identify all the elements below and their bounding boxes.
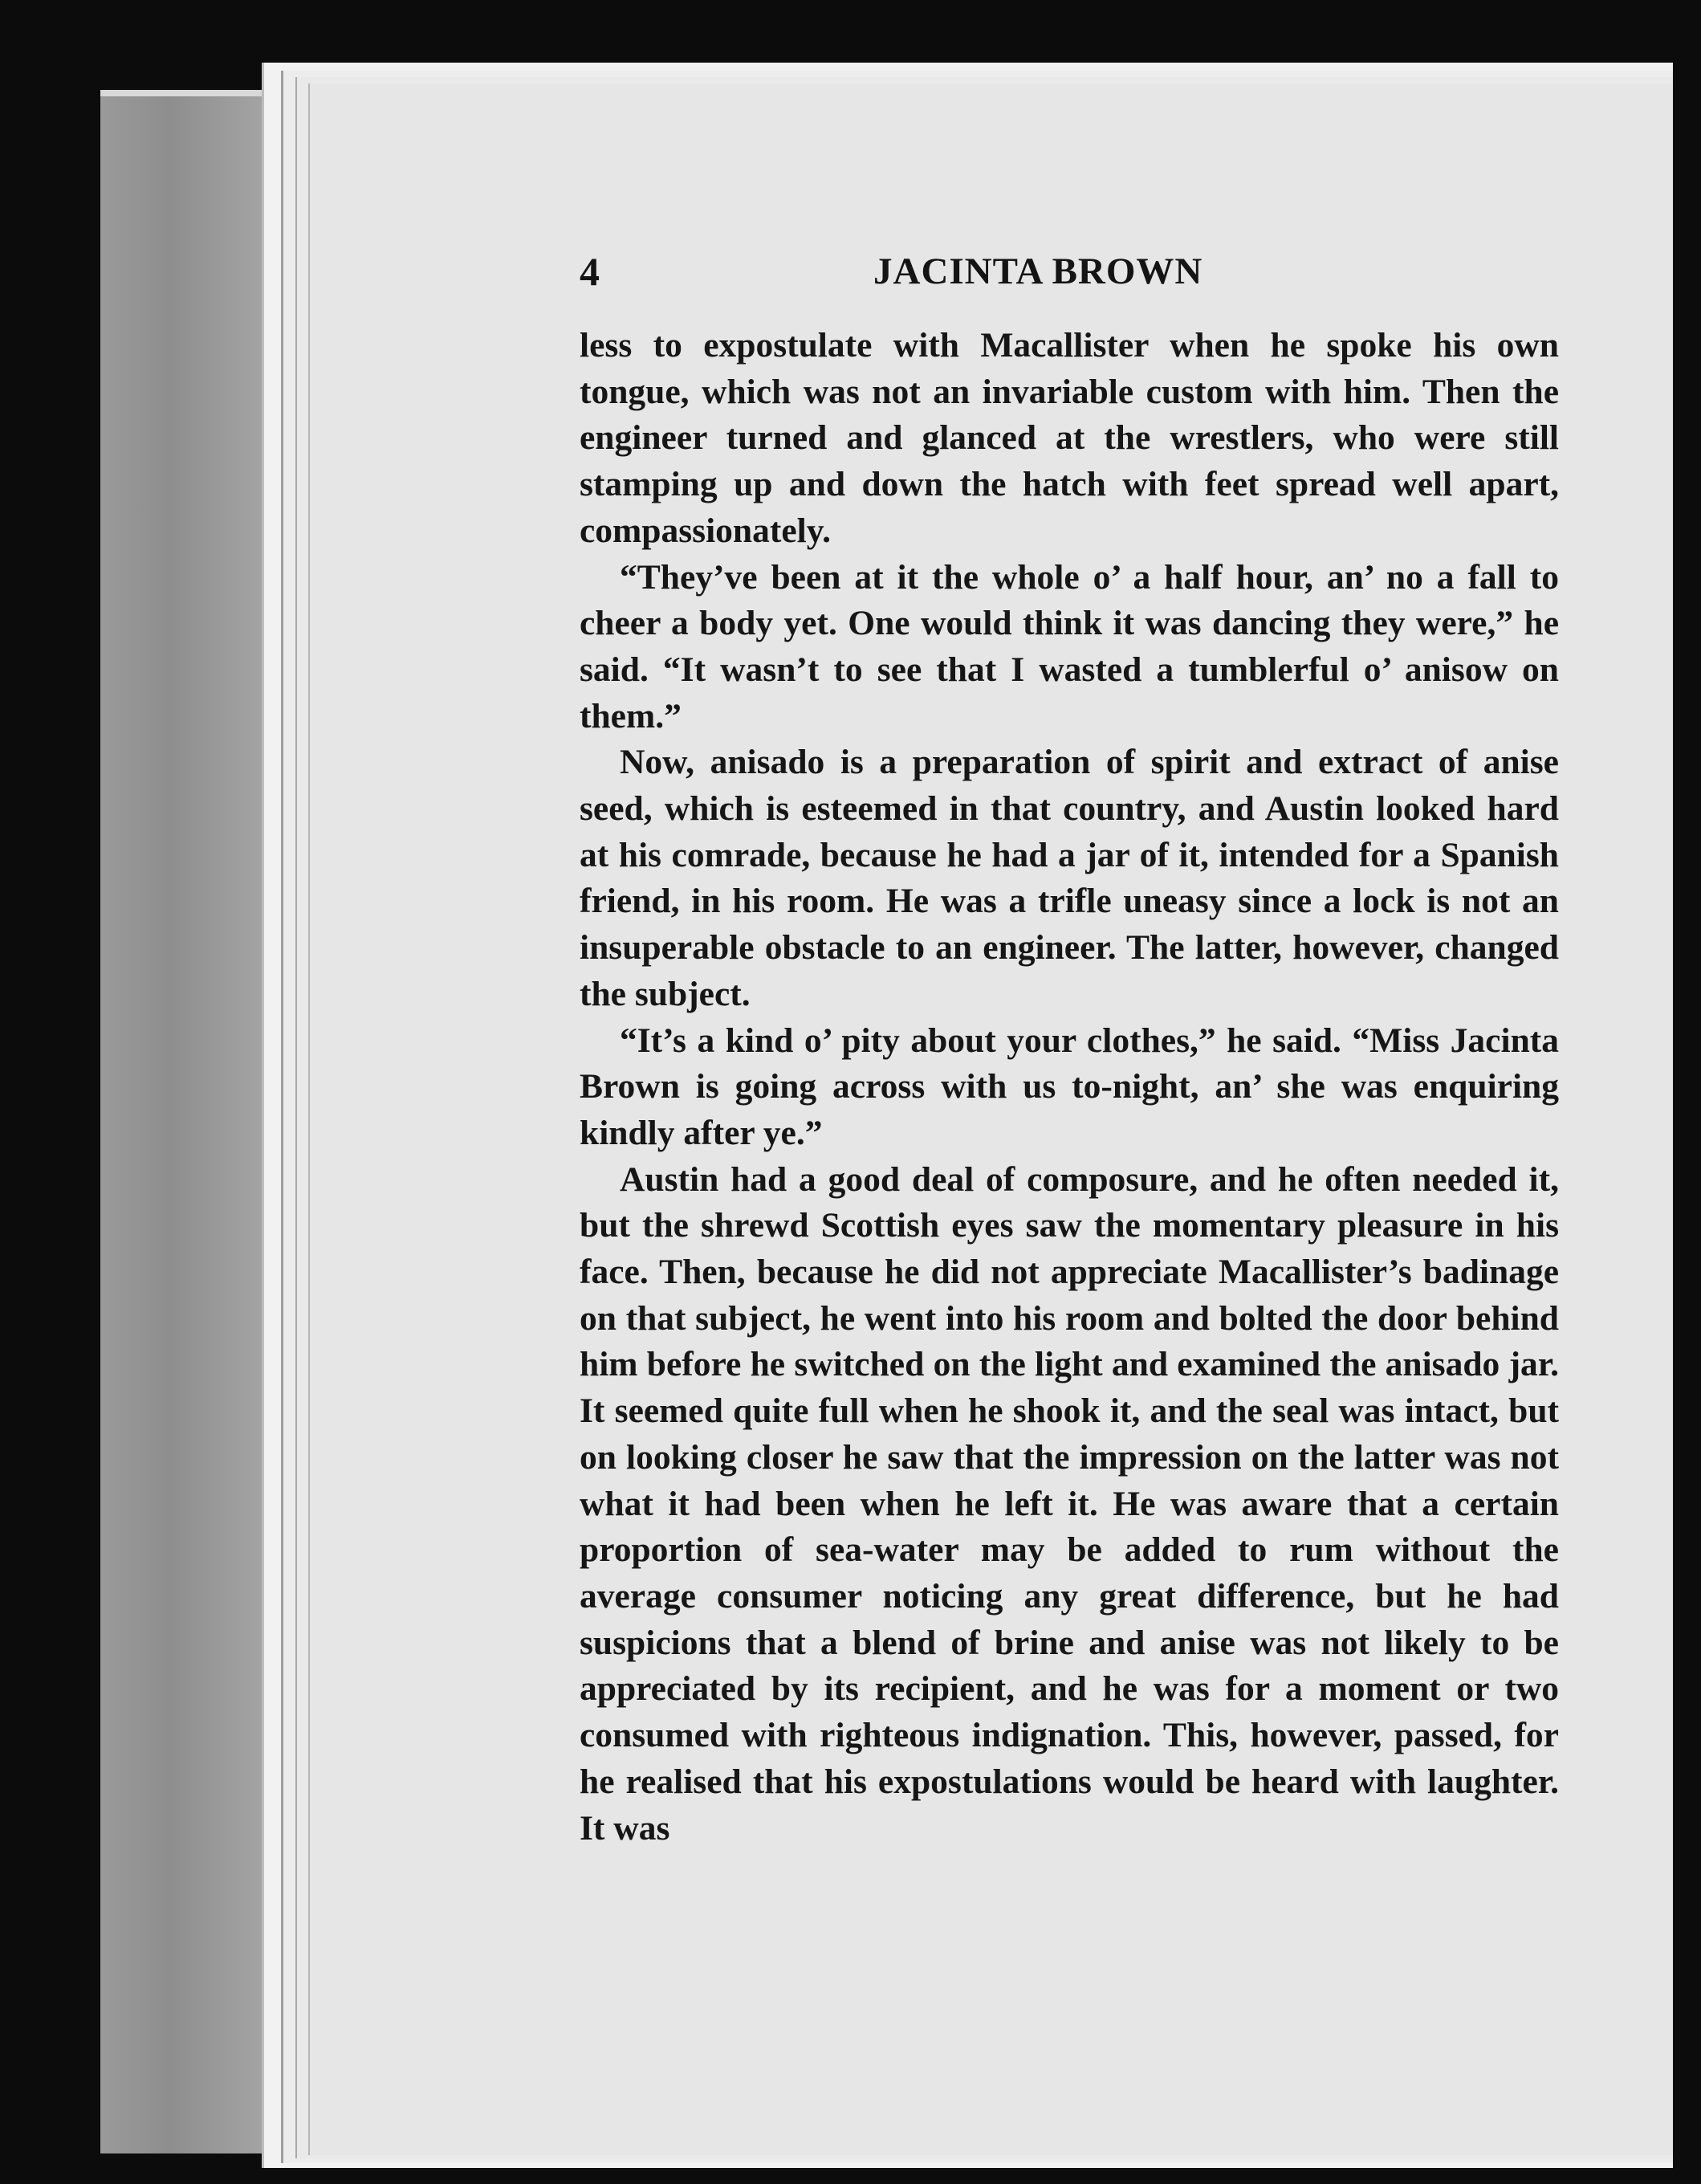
book-cover-board xyxy=(100,90,273,2153)
running-head xyxy=(580,246,1559,302)
page-number: 4 xyxy=(580,249,600,294)
scan-background xyxy=(1673,0,1701,2184)
paragraph: “They’ve been at it the whole o’ a half hour, an’ no a fall to cheer a body yet. One would think it was dancing they were,” he said. “It wasn’t to see that I wasted a tumblerful o’ anisow on them.” xyxy=(580,557,1559,735)
paragraph: less to expostulate with Macallister when he spoke his own tongue, which was not an invariable custom with him. Then the engineer turned and glanced at the wrestlers, who were still stamping up and down the hatch with feet spread well apart, compassionately. xyxy=(580,326,1559,550)
cover-top-edge xyxy=(100,90,273,96)
paragraph: Now, anisado is a preparation of spirit and extract of anise seed, which is esteemed in that country, and Austin looked hard at his comrade, because he had a jar of it, intended for a Spanish friend, in his room. He was a trifle uneasy since a lock is not an insuperable obstacle to an engineer. The latter, however, changed the subject. xyxy=(580,743,1559,1013)
paragraph: “It’s a kind o’ pity about your clothes,” he said. “Miss Jacinta Brown is going across with us to-night, an’ she was enquiring kindly after ye.” xyxy=(580,1021,1559,1152)
running-title: JACINTA BROWN xyxy=(873,251,1203,292)
body-text xyxy=(580,323,1559,1852)
paragraph: Austin had a good deal of composure, and he often needed it, but the shrewd Scottish eyes saw the momentary pleasure in his face. Then, because he did not appreciate Macallister’s badinage on that subject, he went into his room and bolted the door behind him before he switched on the light and examined the anisado jar. It seemed quite full when he shook it, and the seal was intact, but on looking closer he saw that the impression on the latter was not what it had been when he left it. He was aware that a certain proportion of sea-water may be added to rum without the average consumer noticing any great difference, but he had suspicions that a blend of brine and anise was not likely to be appreciated by its recipient, and he was for a moment or two consumed with righteous indignation. This, however, passed, for he realised that his expostulations would be heard with laughter. It was xyxy=(580,1159,1559,1848)
